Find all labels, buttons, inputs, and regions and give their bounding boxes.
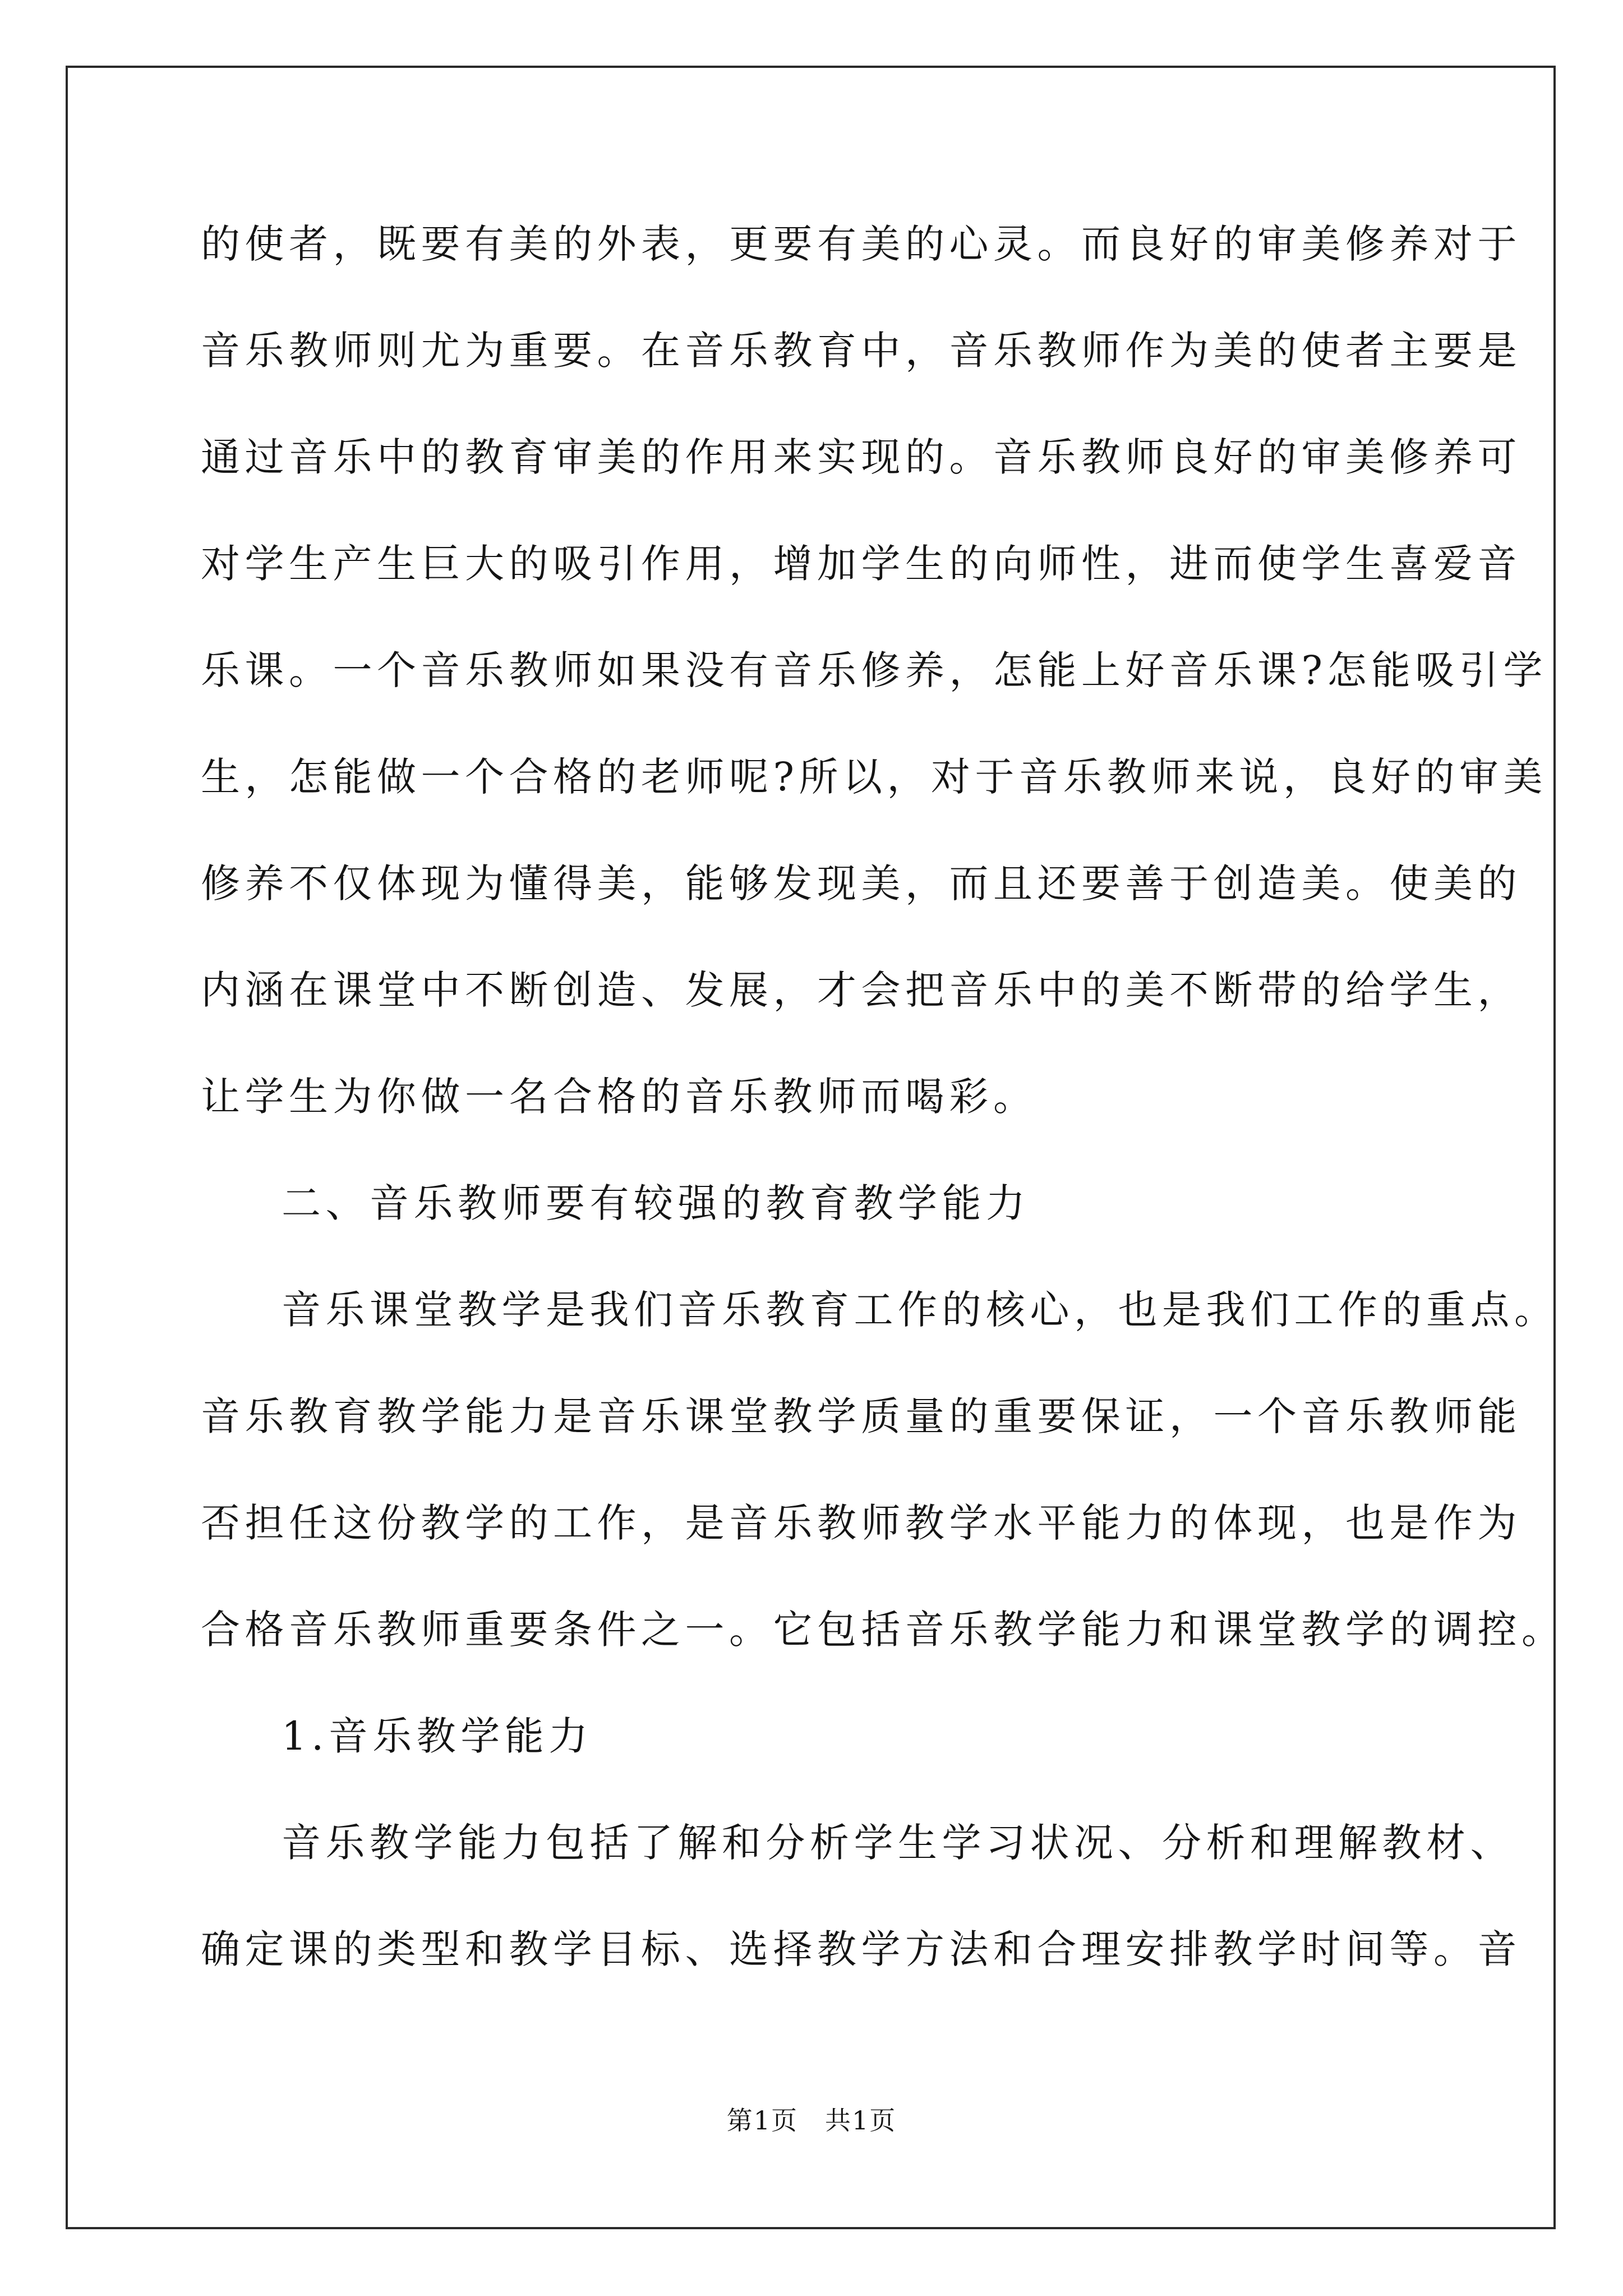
text-line: 合格音乐教师重要条件之一。它包括音乐教学能力和课堂教学的调控。 [201, 1607, 1566, 1653]
subsection-heading: 1.音乐教学能力 [282, 1713, 593, 1759]
section-heading: 二、音乐教师要有较强的教育教学能力 [282, 1180, 1030, 1226]
text-line: 生，怎能做一个合格的老师呢?所以，对于音乐教师来说，良好的审美 [201, 754, 1548, 800]
text-line: 否担任这份教学的工作，是音乐教师教学水平能力的体现，也是作为 [201, 1500, 1521, 1546]
text-line: 音乐教育教学能力是音乐课堂教学质量的重要保证，一个音乐教师能 [201, 1393, 1521, 1439]
text-line: 的使者，既要有美的外表，更要有美的心灵。而良好的审美修养对于 [201, 221, 1521, 267]
page-number: 第1页 [726, 2105, 798, 2136]
text-line: 修养不仅体现为懂得美，能够发现美，而且还要善于创造美。使美的 [201, 861, 1521, 907]
page-border [66, 66, 1556, 2229]
text-line: 对学生产生巨大的吸引作用，增加学生的向师性，进而使学生喜爱音 [201, 541, 1521, 587]
text-line: 乐课。一个音乐教师如果没有音乐修养，怎能上好音乐课?怎能吸引学 [201, 647, 1548, 693]
paragraph-first-line: 音乐教学能力包括了解和分析学生学习状况、分析和理解教材、 [282, 1820, 1514, 1866]
text-line: 通过音乐中的教育审美的作用来实现的。音乐教师良好的审美修养可 [201, 434, 1521, 480]
page-footer [0, 2104, 1623, 2137]
text-line: 确定课的类型和教学目标、选择教学方法和合理安排教学时间等。音 [201, 1926, 1521, 1972]
text-line: 音乐教师则尤为重要。在音乐教育中，音乐教师作为美的使者主要是 [201, 328, 1521, 374]
text-line: 让学生为你做一名合格的音乐教师而喝彩。 [201, 1074, 1038, 1120]
text-line: 内涵在课堂中不断创造、发展，才会把音乐中的美不断带的给学生， [201, 967, 1521, 1013]
paragraph-first-line: 音乐课堂教学是我们音乐教育工作的核心，也是我们工作的重点。 [282, 1287, 1559, 1333]
page-total: 共1页 [825, 2105, 897, 2136]
